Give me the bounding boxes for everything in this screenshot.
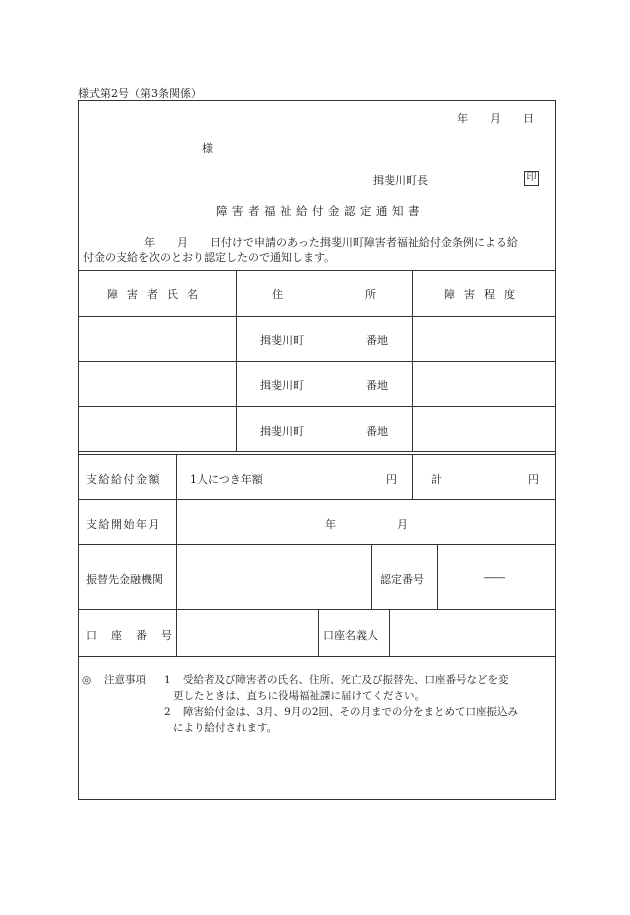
note-1-line-1: 受給者及び障害者の氏名、住所、死亡及び振替先、口座番号などを変	[183, 674, 509, 686]
row1-town: 揖斐川町	[260, 334, 304, 347]
t2-line-top	[78, 454, 556, 455]
t1-col-1	[236, 270, 237, 452]
t1-line-1	[78, 316, 556, 317]
total-yen: 円	[528, 473, 539, 486]
cert-label: 認定番号	[380, 573, 424, 586]
frame-left	[78, 100, 79, 800]
col-header-degree: 障害程度	[444, 288, 524, 301]
t1-line-top	[78, 270, 556, 271]
issuer: 揖斐川町長	[373, 174, 428, 187]
body-line-1: 年 月 日付けで申請のあった揖斐川町障害者福祉給付金条例による給	[144, 236, 518, 249]
notes-label: 注意事項	[104, 674, 146, 686]
note-2-line-1: 障害給付金は、3月、9月の2回、その月までの分をまとめて口座振込み	[183, 706, 519, 718]
note-2-num: 2	[164, 706, 171, 718]
start-year: 年	[325, 518, 336, 531]
col-header-name: 障害者氏名	[107, 288, 207, 301]
amount-label: 支給給付金額	[86, 473, 161, 486]
total-label: 計	[431, 473, 442, 486]
t1-line-3	[78, 406, 556, 407]
frame-right	[555, 100, 556, 800]
t2-total-col	[412, 454, 413, 500]
col-header-address: 住 所	[272, 288, 396, 301]
form-label: 様式第2号（第3条関係）	[78, 87, 202, 100]
row2-town: 揖斐川町	[260, 379, 304, 392]
frame-top	[78, 100, 556, 101]
t2-cert-col-b	[437, 544, 438, 610]
t1-col-2	[412, 270, 413, 452]
cert-value: ――	[484, 571, 504, 584]
body-line-2: 付金の支給を次のとおり認定したので通知します。	[83, 251, 336, 264]
row3-chiban: 番地	[366, 425, 388, 438]
note-1-line-2: 更したときは、直ちに役場福祉課に届けてください。	[173, 690, 425, 702]
t2-holder-col-a	[318, 609, 319, 657]
t2-line-1	[78, 499, 556, 500]
frame-bottom	[78, 799, 556, 800]
start-month: 月	[397, 518, 408, 531]
row2-chiban: 番地	[366, 379, 388, 392]
amount-yen: 円	[386, 473, 397, 486]
document-title: 障害者福祉給付金認定通知書	[216, 204, 424, 218]
amount-text: 1人につき年額	[190, 473, 263, 486]
t1-line-2	[78, 361, 556, 362]
date-line: 年 月 日	[457, 112, 534, 125]
t2-line-2	[78, 544, 556, 545]
t2-holder-col-b	[389, 609, 390, 657]
note-2-line-2: により給付されます。	[173, 722, 278, 734]
bank-label: 振替先金融機関	[86, 573, 163, 586]
seal-mark: 印	[524, 171, 539, 186]
t1-line-bottom	[78, 451, 556, 452]
holder-label: 口座名義人	[323, 629, 378, 642]
row1-chiban: 番地	[366, 334, 388, 347]
account-label: 口座番号	[86, 629, 186, 642]
t2-line-3	[78, 609, 556, 610]
start-label: 支給開始年月	[86, 518, 161, 531]
notes-mark: ◎	[82, 674, 92, 686]
note-1-num: 1	[164, 674, 171, 686]
addressee-suffix: 様	[202, 142, 213, 155]
t2-cert-col-a	[371, 544, 372, 610]
row3-town: 揖斐川町	[260, 425, 304, 438]
t2-line-bottom	[78, 656, 556, 657]
